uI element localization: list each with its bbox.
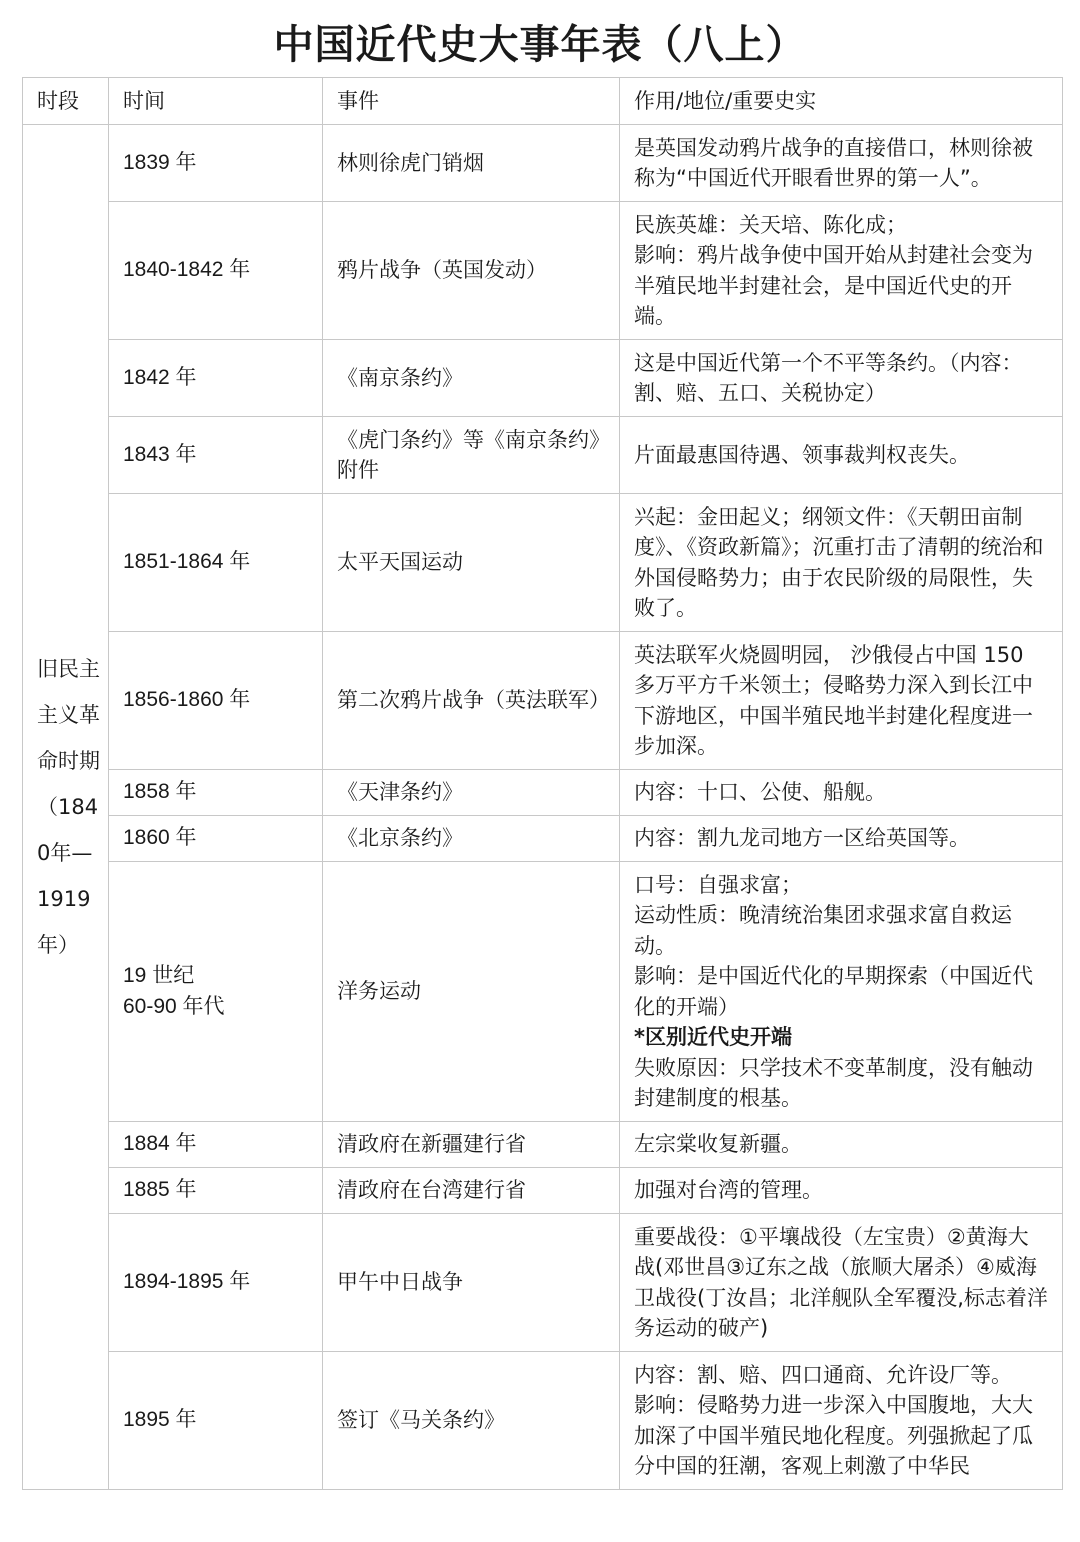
role-cell: [620, 417, 1063, 494]
role-cell: [620, 494, 1063, 632]
table-row: [23, 340, 1063, 417]
time-cell: 1885 年: [109, 1168, 323, 1214]
time-cell: 1843 年: [109, 417, 323, 494]
role-line: 民族英雄：关天培、陈化成；: [634, 212, 907, 237]
event-cell: 《虎门条约》等《南京条约》附件: [323, 417, 620, 494]
table-row: [23, 1168, 1063, 1214]
role-line: 片面最惠国待遇、领事裁判权丧失。: [634, 442, 970, 467]
table-row: [23, 1214, 1063, 1352]
time-cell: 19 世纪 60-90 年代: [109, 862, 323, 1122]
event-cell: 《北京条约》: [323, 816, 620, 862]
table-row: [23, 1352, 1063, 1490]
time-cell: 1856-1860 年: [109, 632, 323, 770]
event-cell: 林则徐虎门销烟: [323, 125, 620, 202]
role-cell: [620, 202, 1063, 340]
time-cell: 1895 年: [109, 1352, 323, 1490]
time-cell: 1894-1895 年: [109, 1214, 323, 1352]
role-line: 是英国发动鸦片战争的直接借口，林则徐被称为“中国近代开眼看世界的第一人”。: [634, 135, 1033, 190]
header-role: 作用/地位/重要史实: [620, 78, 1063, 125]
table-header-row: [23, 78, 1063, 125]
table-row: [23, 862, 1063, 1122]
role-line: 这是中国近代第一个不平等条约。（内容：割、赔、五口、关税协定）: [634, 350, 1023, 405]
role-line: 运动性质：晚清统治集团求强求富自救运动。: [634, 903, 1012, 958]
event-cell: 洋务运动: [323, 862, 620, 1122]
role-line: 重要战役：①平壤战役（左宝贵）②黄海大战(邓世昌③辽东之战（旅顺大屠杀）④威海卫战役(丁汝昌；北洋舰队全军覆没,标志着洋务运动的破产): [634, 1224, 1048, 1340]
event-cell: 鸦片战争（英国发动）: [323, 202, 620, 340]
event-cell: 清政府在台湾建行省: [323, 1168, 620, 1214]
role-line: 影响：是中国近代化的早期探索（中国近代化的开端）: [634, 964, 1033, 1019]
page-title: 中国近代史大事年表（八上）: [273, 22, 807, 68]
role-line: 内容：割、赔、四口通商、允许设厂等。: [634, 1362, 1012, 1387]
time-cell: 1840-1842 年: [109, 202, 323, 340]
header-event: 事件: [323, 78, 620, 125]
table-row: [23, 770, 1063, 816]
role-cell: [620, 632, 1063, 770]
period-cell: 旧民主主义革命时期（1840年—1919年）: [23, 125, 109, 1490]
role-cell: [620, 816, 1063, 862]
table-row: [23, 816, 1063, 862]
chronology-table: [22, 77, 1063, 1490]
role-cell: [620, 1352, 1063, 1490]
event-cell: 甲午中日战争: [323, 1214, 620, 1352]
role-line: 内容：十口、公使、船舰。: [634, 780, 886, 805]
header-period: 时段: [23, 78, 109, 125]
role-cell: [620, 770, 1063, 816]
time-cell: 1858 年: [109, 770, 323, 816]
role-line: 影响：侵略势力进一步深入中国腹地，大大加深了中国半殖民地化程度。列强掀起了瓜分中国的狂潮，客观上刺激了中华民: [634, 1393, 1033, 1478]
time-cell: 1842 年: [109, 340, 323, 417]
table-row: [23, 417, 1063, 494]
role-cell: [620, 862, 1063, 1122]
role-note-bold: *区别近代史开端: [634, 1025, 792, 1049]
role-line: 失败原因：只学技术不变革制度，没有触动封建制度的根基。: [634, 1055, 1033, 1110]
role-line: 左宗棠收复新疆。: [634, 1132, 802, 1157]
table-row: [23, 202, 1063, 340]
role-line: 口号：自强求富；: [634, 872, 802, 897]
role-cell: [620, 1214, 1063, 1352]
table-row: [23, 632, 1063, 770]
table-row: [23, 494, 1063, 632]
role-line: 加强对台湾的管理。: [634, 1178, 823, 1203]
table-row: [23, 1122, 1063, 1168]
event-cell: 《天津条约》: [323, 770, 620, 816]
role-cell: [620, 1122, 1063, 1168]
event-cell: 签订《马关条约》: [323, 1352, 620, 1490]
time-cell: 1839 年: [109, 125, 323, 202]
role-line: 兴起：金田起义；纲领文件：《天朝田亩制度》、《资政新篇》；沉重打击了清朝的统治和外国侵略势力；由于农民阶级的局限性，失败了。: [634, 504, 1044, 620]
event-cell: 清政府在新疆建行省: [323, 1122, 620, 1168]
role-cell: [620, 340, 1063, 417]
event-cell: 《南京条约》: [323, 340, 620, 417]
role-line: 内容：割九龙司地方一区给英国等。: [634, 826, 970, 851]
header-time: 时间: [109, 78, 323, 125]
role-line: 英法联军火烧圆明园， 沙俄侵占中国 150 多万平方千米领土；侵略势力深入到长江中下游地区，中国半殖民地半封建化程度进一步加深。: [634, 642, 1033, 758]
role-cell: [620, 1168, 1063, 1214]
role-cell: [620, 125, 1063, 202]
table-row: [23, 125, 1063, 202]
role-line: 影响：鸦片战争使中国开始从封建社会变为半殖民地半封建社会，是中国近代史的开端。: [634, 243, 1033, 328]
event-cell: 第二次鸦片战争（英法联军）: [323, 632, 620, 770]
time-cell: 1851-1864 年: [109, 494, 323, 632]
event-cell: 太平天国运动: [323, 494, 620, 632]
time-cell: 1860 年: [109, 816, 323, 862]
time-cell: 1884 年: [109, 1122, 323, 1168]
